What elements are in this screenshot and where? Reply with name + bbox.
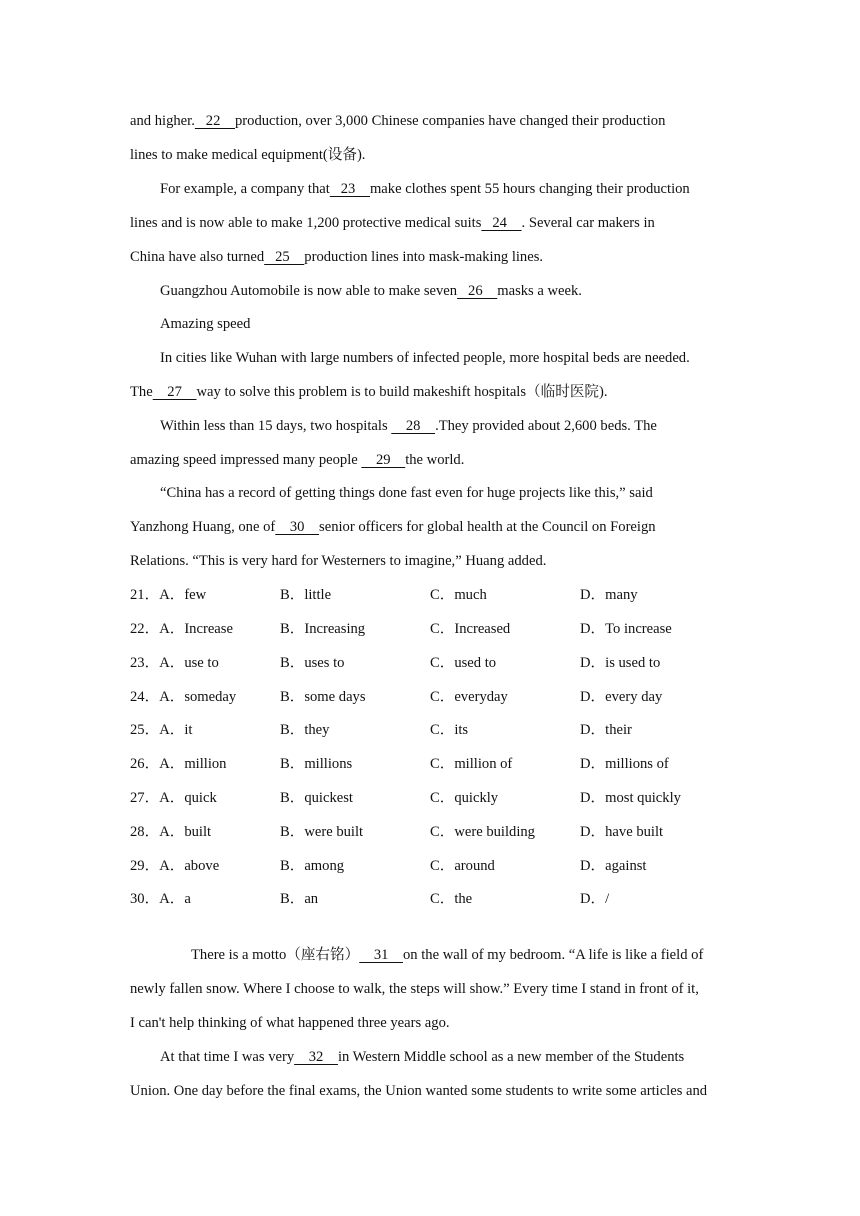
text: production, over 3,000 Chinese companies have changed their production (235, 113, 666, 129)
option-b: B．were built (280, 824, 364, 840)
option-row (130, 751, 735, 777)
text: amazing speed impressed many people (130, 452, 362, 468)
option-d: D．millions of (580, 756, 669, 772)
text: Yanzhong Huang, one of (130, 519, 276, 535)
option-a: 21．A．few (130, 587, 207, 603)
option-d: D．most quickly (580, 790, 681, 806)
option-row (130, 886, 735, 912)
text: Union. One day before the final exams, the Union wanted some students to write some articles and (130, 1083, 708, 1099)
option-d: D．have built (580, 824, 664, 840)
option-c: C．quickly (430, 790, 499, 806)
passage-line (130, 514, 656, 540)
text: the world. (405, 452, 465, 468)
option-a: 23．A．use to (130, 655, 219, 671)
blank-23: 23 (329, 181, 370, 197)
text: For example, a company that (160, 181, 330, 197)
option-c: C．everyday (430, 689, 508, 705)
passage-line (130, 1010, 450, 1036)
option-d: D．against (580, 858, 647, 874)
blank-24: 24 (481, 215, 522, 231)
option-row (130, 684, 735, 710)
text: senior officers for global health at the Council on Foreign (319, 519, 656, 535)
option-b: B．quickest (280, 790, 353, 806)
option-a: 27．A．quick (130, 790, 217, 806)
text: way to solve this problem is to build makeshift hospitals（临时医院). (196, 384, 608, 400)
text: on the wall of my bedroom. “A life is like a field of (403, 947, 704, 963)
option-d: D．To increase (580, 621, 672, 637)
text: Guangzhou Automobile is now able to make seven (160, 283, 458, 299)
text: There is a motto（座右铭） (191, 947, 360, 963)
blank-25: 25 (264, 249, 305, 265)
passage-line (160, 480, 653, 506)
text: I can't help thinking of what happened three years ago. (130, 1015, 450, 1031)
option-d: D．their (580, 722, 632, 738)
text: production lines into mask-making lines. (304, 249, 544, 265)
option-c: C．used to (430, 655, 497, 671)
passage-line (130, 548, 546, 574)
passage-line (160, 1044, 684, 1070)
option-b: B．an (280, 891, 319, 907)
option-a: 29．A．above (130, 858, 220, 874)
option-row (130, 819, 735, 845)
passage-line (160, 413, 657, 439)
passage-line (130, 379, 608, 405)
option-row (130, 582, 735, 608)
text: make clothes spent 55 hours changing their production (369, 181, 690, 197)
option-d: D．every day (580, 689, 663, 705)
option-row (130, 717, 735, 743)
option-c: C．around (430, 858, 495, 874)
option-b: B．uses to (280, 655, 345, 671)
option-a: 24．A．someday (130, 689, 237, 705)
option-d: D．is used to (580, 655, 661, 671)
text: masks a week. (497, 283, 582, 299)
passage-line (191, 942, 703, 968)
text: lines to make medical equipment(设备). (130, 147, 366, 163)
option-b: B．Increasing (280, 621, 366, 637)
text: and higher. (130, 113, 195, 129)
passage-line (160, 345, 690, 371)
text: . Several car makers in (521, 215, 655, 231)
option-c: C．the (430, 891, 473, 907)
text: in Western Middle school as a new member of the Students (337, 1049, 685, 1065)
passage-line (130, 976, 699, 1002)
blank-29: 29 (361, 452, 406, 468)
passage-line (130, 210, 655, 236)
text: China have also turned (130, 249, 265, 265)
blank-26: 26 (457, 283, 498, 299)
passage-line (130, 142, 365, 168)
blank-27: 27 (152, 384, 197, 400)
blank-22: 22 (194, 113, 235, 129)
option-b: B．they (280, 722, 330, 738)
option-c: C．million of (430, 756, 513, 772)
text: Amazing speed (160, 316, 251, 332)
option-c: C．were building (430, 824, 535, 840)
text: At that time I was very (160, 1049, 295, 1065)
text: In cities like Wuhan with large numbers of infected people, more hospital beds are needed. (160, 350, 690, 366)
option-d: D．/ (580, 891, 610, 907)
option-c: C．much (430, 587, 487, 603)
passage-line (130, 1078, 707, 1104)
text: Within less than 15 days, two hospitals (160, 418, 392, 434)
option-c: C．Increased (430, 621, 511, 637)
passage-line (130, 447, 464, 473)
option-b: B．millions (280, 756, 353, 772)
option-c: C．its (430, 722, 469, 738)
blank-30: 30 (275, 519, 320, 535)
text: newly fallen snow. Where I choose to walk, the steps will show.” Every time I stand in front of it, (130, 981, 699, 997)
text: The (130, 384, 153, 400)
option-row (130, 785, 735, 811)
passage-line (130, 244, 543, 270)
option-row (130, 650, 735, 676)
passage-line (160, 176, 690, 202)
option-b: B．some days (280, 689, 366, 705)
option-a: 25．A．it (130, 722, 193, 738)
option-a: 26．A．million (130, 756, 227, 772)
option-a: 22．A．Increase (130, 621, 233, 637)
option-d: D．many (580, 587, 638, 603)
option-a: 30．A．a (130, 891, 191, 907)
option-row (130, 616, 735, 642)
passage-line (160, 278, 582, 304)
option-a: 28．A．built (130, 824, 212, 840)
passage-line (130, 108, 665, 134)
blank-32: 32 (294, 1049, 338, 1065)
option-b: B．among (280, 858, 345, 874)
text: lines and is now able to make 1,200 protective medical suits (130, 215, 482, 231)
text: Relations. “This is very hard for Westerners to imagine,” Huang added. (130, 553, 547, 569)
blank-31: 31 (359, 947, 403, 963)
blank-28: 28 (391, 418, 436, 434)
text: “China has a record of getting things done fast even for huge projects like this,” said (160, 485, 653, 501)
option-b: B．little (280, 587, 332, 603)
text: .They provided about 2,600 beds. The (435, 418, 657, 434)
option-row (130, 853, 735, 879)
section-heading (160, 311, 250, 337)
